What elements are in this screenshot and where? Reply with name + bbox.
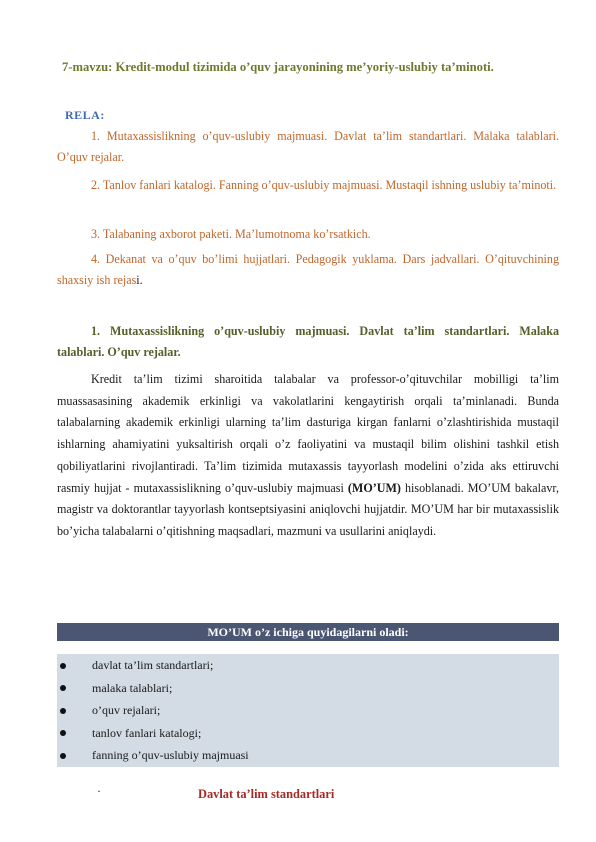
bullet-icon xyxy=(60,708,66,714)
plan-label: RELA: xyxy=(65,108,105,122)
components-list xyxy=(57,654,559,767)
list-item: malaka talablari; xyxy=(57,677,559,700)
list-item: davlat ta’lim standartlari; xyxy=(57,654,559,677)
list-item: o’quv rejalari; xyxy=(57,699,559,722)
footer-heading: Davlat ta’lim standartlari xyxy=(198,787,335,801)
plan-item-2: 2. Tanlov fanlari katalogi. Fanning o’quv-uslubiy majmuasi. Mustaqil ishning uslubiy ta’minoti. xyxy=(91,178,557,192)
plan-item-1: 1. Mutaxassislikning o’quv-uslubiy majmuasi. Davlat ta’lim standartlari. Malaka talablari. O’quv rejalar. xyxy=(57,129,559,164)
section-heading: 1. Mutaxassislikning o’quv-uslubiy majmuasi. Davlat ta’lim standartlari. Malaka talablari. O’quv rejalar. xyxy=(57,324,559,359)
document-title: 7-mavzu: Kredit-modul tizimida o’quv jarayonining me’yoriy-uslubiy ta’minoti. xyxy=(62,60,494,74)
list-item: tanlov fanlari katalogi; xyxy=(57,722,559,745)
bullet-icon xyxy=(60,685,66,691)
body-paragraph: Kredit ta’lim tizimi sharoitida talabalar va professor-o’qituvchilar mobilligi ta’lim muassasasining akademik erkinligi va vakolatlarini kengaytirish orqali ta’minlanadi. Bunda talabalarning akademik erkinligi ularning ta’lim dasturiga kirgan fanlarni o’zlashtirishida mustaqil ishlarning ahamiyatini yuksaltirish orqali o’z faoliyatini va mustaqil bilim olishini tashkil etish qobiliyatlarini rivojlantiradi. Ta’lim tizimida mutaxassis tayyorlash modelini o’zida aks ettiruvchi rasmiy hujjat - mutaxassislikning o’quv-uslubiy majmuasi (MO’UM) hisoblanadi. MO’UM bakalavr, magistr va doktorantlar tayyorlash kontseptsiyasini aniqlovchi hujjatdir. MO’UM har bir mutaxassislik bo’yicha talabalarni o’qitishning maqsadlari, mazmuni va usullarini aniqlaydi. xyxy=(57,372,559,538)
bullet-icon xyxy=(60,753,66,759)
bullet-icon xyxy=(60,730,66,736)
components-banner: MO’UM o’z ichiga quyidagilarni oladi: xyxy=(57,623,559,641)
bullet-icon xyxy=(60,663,66,669)
plan-item-3: 3. Talabaning axborot paketi. Ma’lumotnoma ko’rsatkich. xyxy=(91,227,371,241)
footer-marker: · xyxy=(97,784,101,798)
list-item: fanning o’quv-uslubiy majmuasi xyxy=(57,744,559,767)
plan-item-4: 4. Dekanat va o’quv bo’limi hujjatlari. Pedagogik yuklama. Dars jadvallari. O’qituvchining shaxsiy ish rejasi. xyxy=(57,252,559,287)
